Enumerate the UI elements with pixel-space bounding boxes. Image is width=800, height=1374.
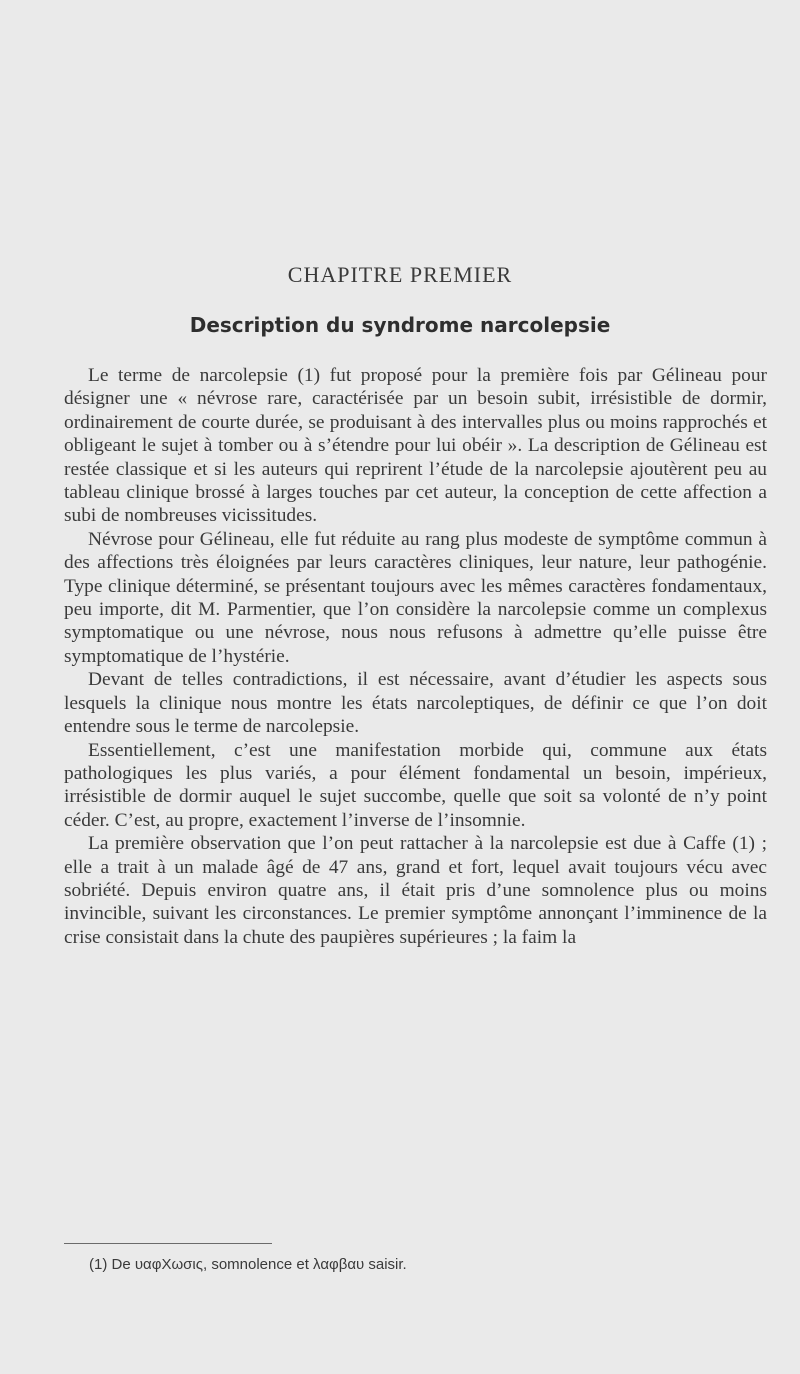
paragraph-2: Névrose pour Gélineau, elle fut réduite au rang plus modeste de symptôme commun à des affections très éloignées par leurs caractères cliniques, leur nature, leur pathogénie. Type clinique déterminé, se présentant toujours avec les mêmes caractères fondamentaux, peu importe, dit M. Parmentier, que l’on considère la narcolepsie comme un complexus symptomatique ou une névrose, nous nous refusons à admettre qu’elle puisse être symptomatique de l’hystérie. xyxy=(64,528,767,667)
paragraph-3: Devant de telles contradictions, il est nécessaire, avant d’étudier les aspects sous lesquels la clinique nous montre les états narcoleptiques, de définir ce que l’on doit entendre sous le terme de narcolepsie. xyxy=(64,669,767,738)
footnote: (1) De υαφΧωσις, somnolence et λαφβαυ saisir. xyxy=(89,1256,407,1273)
body-text xyxy=(64,364,767,949)
chapter-heading: CHAPITRE PREMIER xyxy=(287,262,513,287)
footnote-divider xyxy=(64,1243,272,1244)
paragraph-5: La première observation que l’on peut rattacher à la narcolepsie est due à Caffe (1) ; elle a trait à un malade âgé de 47 ans, grand et fort, lequel avait toujours vécu avec sobriété. Depuis environ quatre ans, il était pris d’une somnolence plus ou moins invincible, suivant les circonstances. Le premier symptôme annonçant l’imminence de la crise consistait dans la chute des paupières supérieures ; la faim la xyxy=(64,833,767,948)
section-title: Description du syndrome narcolepsie xyxy=(189,313,611,337)
paragraph-1: Le terme de narcolepsie (1) fut proposé pour la première fois par Gélineau pour désigner une « névrose rare, caractérisée par un besoin subit, irrésistible de dormir, ordinairement de courte durée, se produisant à des intervalles plus ou moins rapprochés et obligeant le sujet à tomber ou à s’étendre pour lui obéir ». La description de Gélineau est restée classique et si les auteurs qui reprirent l’étude de la narcolepsie ajoutèrent peu au tableau clinique brossé à larges touches par cet auteur, la conception de cette affection a subi de nombreuses vicissitudes. xyxy=(64,365,767,527)
paragraph-4: Essentiellement, c’est une manifestation morbide qui, commune aux états pathologiques les plus variés, a pour élément fondamental un besoin, impérieux, irrésistible de dormir auquel le sujet succombe, quelle que soit sa volonté de n’y point céder. C’est, au propre, exactement l’inverse de l’insomnie. xyxy=(64,739,767,831)
